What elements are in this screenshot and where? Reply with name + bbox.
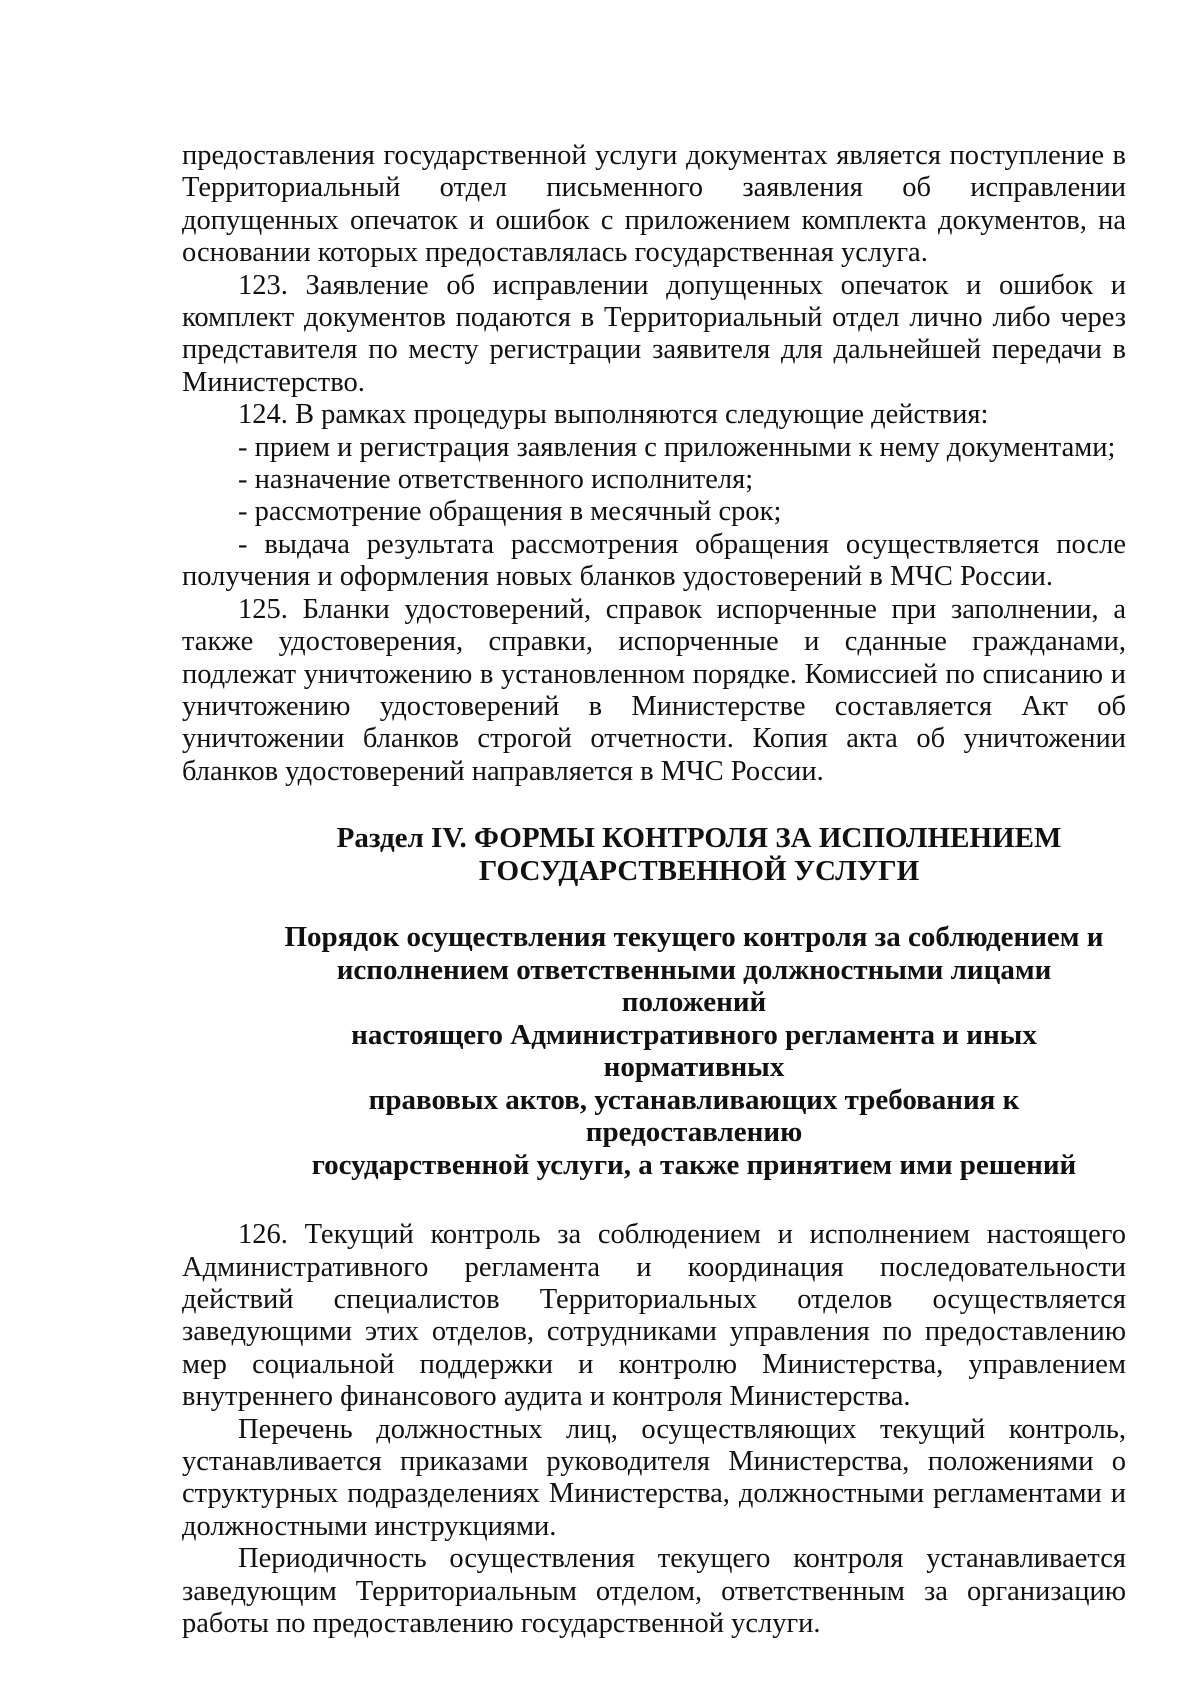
paragraph-125: 125. Бланки удостоверений, справок испорченные при заполнении, а также удостоверения, справки, испорченные и сданные гражданами, подлежат уничтожению в установленном порядке. Комиссией по списанию и уничтожению удостоверений в Министерстве составляется Акт об уничтожении бланков строгой отчетности. Копия акта об уничтожении бланков удостоверений направляется в МЧС России. [182,593,1126,787]
list-item: - рассмотрение обращения в месячный срок; [238,496,782,528]
subsection-heading-line: государственной услуги, а также принятием ими решений [311,1148,1077,1181]
paragraph-123: 123. Заявление об исправлении допущенных опечаток и ошибок и комплект документов подаются в Территориальный отдел лично либо через представителя по месту регистрации заявителя для дальнейшей передачи в Министерство. [182,269,1126,398]
subsection-heading-line: настоящего Административного регламента и иных нормативных [351,1018,1037,1084]
subsection-heading [182,921,1126,1181]
paragraph-officials-list: Перечень должностных лиц, осуществляющих текущий контроль, устанавливается приказами руководителя Министерства, положениями о структурных подразделениях Министерства, должностными регламентами и должностными инструкциями. [182,1413,1126,1542]
section-heading [182,822,1126,887]
section-heading-line: ГОСУДАРСТВЕННОЙ УСЛУГИ [478,854,920,887]
subsection-heading-line: Порядок осуществления текущего контроля за соблюдением и [284,921,1104,954]
paragraph-control-periodicity: Периодичность осуществления текущего контроля устанавливается заведующим Территориальным отделом, ответственным за организацию работы по предоставлению государственной услуги. [182,1543,1126,1639]
bottom-paragraphs [182,1219,1126,1640]
paragraph-126: 126. Текущий контроль за соблюдением и исполнением настоящего Административного регламента и координация последовательности действий специалистов Территориальных отделов осуществляется заведующими этих отделов, сотрудниками управления по предоставлению мер социальной поддержки и контролю Министерства, управлением внутреннего финансового аудита и контроля Министерства. [182,1219,1126,1413]
paragraph-continuation: предоставления государственной услуги документах является поступление в Территориальный отдел письменного заявления об исправлении допущенных опечаток и ошибок с приложением комплекта документов, на основании которых предоставлялась государственная услуга. [182,140,1126,269]
subsection-heading-line: исполнением ответственными должностными лицами положений [336,953,1052,1019]
section-heading-line: Раздел IV. ФОРМЫ КОНТРОЛЯ ЗА ИСПОЛНЕНИЕМ [336,822,1062,855]
subsection-heading-line: правовых актов, устанавливающих требования к предоставлению [368,1083,1020,1149]
document-page [182,140,1126,1640]
list-item: - прием и регистрация заявления с приложенными к нему документами; [238,431,1116,463]
list-item: - выдача результата рассмотрения обращения осуществляется после получения и оформления новых бланков удостоверений в МЧС России. [182,528,1126,593]
list-item: - назначение ответственного исполнителя; [238,464,754,496]
paragraph-124: 124. В рамках процедуры выполняются следующие действия: [238,399,989,431]
